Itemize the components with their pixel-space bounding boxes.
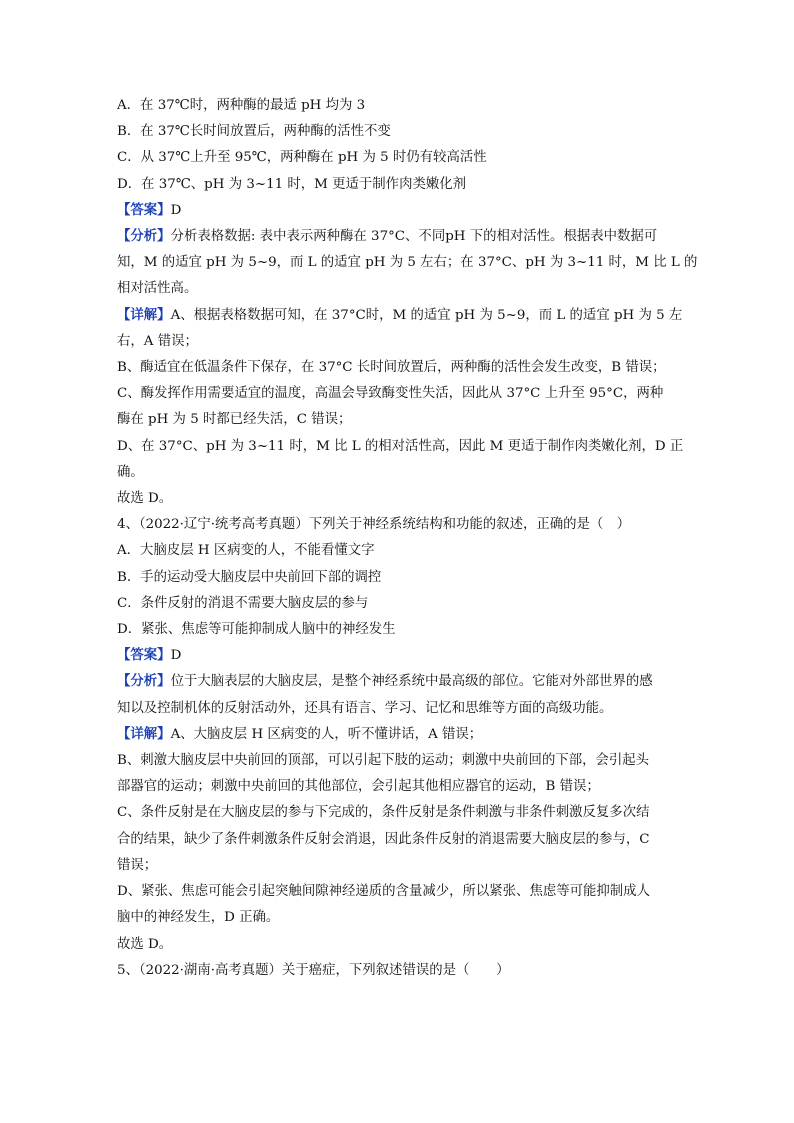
q3-detail-line: 确。 (117, 464, 144, 480)
answer-tag: 【答案】 (117, 202, 171, 218)
q3-answer (117, 198, 683, 224)
q4-detail-line: B、刺激大脑皮层中央前回的顶部，可以引起下肢的运动；刺激中央前回的下部，会引起头 (117, 753, 650, 769)
q4-answer (117, 643, 683, 669)
answer-value: D (170, 648, 182, 664)
q3-detail-line: B、酶适宜在低温条件下保存，在 37°C 长时间放置后，两种酶的活性会发生改变，B 错误； (117, 360, 666, 376)
q3-detail-line (117, 303, 683, 329)
q3-detail-line: D、在 37°C、pH 为 3~11 时，M 比 L 的相对活性高，因此 M 更适于制作肉类嫩化剂，D 正 (117, 438, 684, 454)
detail-text: A、大脑皮层 H 区病变的人，听不懂讲话，A 错误； (170, 726, 483, 742)
q4-detail-line: 错误； (117, 857, 158, 873)
q4-analysis-line (117, 669, 683, 695)
analysis-tag: 【分析】 (117, 229, 171, 245)
q4-detail-line: 脑中的神经发生，D 正确。 (117, 910, 280, 926)
q4-detail-line: 部器官的运动；刺激中央前回的其他部位，会引起其他相应器官的运动，B 错误； (117, 779, 600, 795)
q3-conclusion: 故选 D。 (117, 491, 173, 507)
q3-option-d: D．在 37℃、pH 为 3~11 时，M 更适于制作肉类嫩化剂 (117, 176, 467, 192)
detail-tag: 【详解】 (117, 726, 171, 742)
answer-value: D (170, 202, 182, 218)
q4-option-d: D．紧张、焦虑等可能抑制成人脑中的神经发生 (117, 622, 396, 638)
q3-option-a: A．在 37℃时，两种酶的最适 pH 均为 3 (117, 98, 366, 113)
q4-analysis-line: 知以及控制机体的反射活动外，还具有语言、学习、记忆和思维等方面的高级功能。 (117, 700, 613, 716)
q3-detail-line: C、酶发挥作用需要适宜的温度，高温会导致酶变性失活，因此从 37°C 上升至 95°C，两种 (117, 386, 664, 402)
detail-text: A、根据表格数据可知，在 37°C时，M 的适宜 pH 为 5~9，而 L 的适宜 pH 为 5 左 (170, 307, 683, 323)
q4-option-a: A．大脑皮层 H 区病变的人，不能看懂文字 (117, 543, 375, 559)
q4-detail-line: D、紧张、焦虑可能会引起突触间隙神经递质的含量减少，所以紧张、焦虑等可能抑制成人 (117, 884, 650, 900)
document-content (117, 93, 698, 984)
q4-detail-line: 合的结果，缺少了条件刺激条件反射会消退，因此条件反射的消退需要大脑皮层的参与，C (117, 831, 650, 847)
q5-stem: 5、（2022·湖南·高考真题）关于癌症，下列叙述错误的是（ ） (117, 962, 510, 978)
q3-option-c: C．从 37℃上升至 95℃，两种酶在 pH 为 5 时仍有较高活性 (117, 150, 487, 166)
q4-stem: 4、（2022·辽宁·统考高考真题）下列关于神经系统结构和功能的叙述，正确的是（ ） (117, 517, 631, 533)
analysis-text: 分析表格数据: 表中表示两种酶在 37°C、不同pH 下的相对活性。根据表中数据可 (170, 229, 658, 245)
q4-detail-line (117, 722, 683, 748)
answer-tag: 【答案】 (117, 648, 171, 664)
analysis-tag: 【分析】 (117, 674, 171, 690)
q3-analysis-line: 相对活性高。 (117, 281, 198, 297)
q3-option-b: B．在 37℃长时间放置后，两种酶的活性不变 (117, 124, 391, 140)
q4-option-b: B．手的运动受大脑皮层中央前回下部的调控 (117, 569, 382, 585)
analysis-text: 位于大脑表层的大脑皮层，是整个神经系统中最高级的部位。它能对外部世界的感 (170, 674, 653, 690)
q3-detail-line: 酶在 pH 为 5 时都已经失活，C 错误； (117, 412, 352, 428)
q3-analysis-line: 知，M 的适宜 pH 为 5~9，而 L 的适宜 pH 为 5 左右；在 37°C、pH 为 3~11 时，M 比 L 的 (117, 255, 698, 271)
q4-option-c: C．条件反射的消退不需要大脑皮层的参与 (117, 595, 369, 611)
q4-detail-line: C、条件反射是在大脑皮层的参与下完成的，条件反射是条件刺激与非条件刺激反复多次结 (117, 805, 650, 821)
q4-conclusion: 故选 D。 (117, 936, 173, 952)
q3-analysis-line (117, 224, 683, 250)
q3-detail-line: 右，A 错误； (117, 333, 198, 349)
detail-tag: 【详解】 (117, 307, 171, 323)
